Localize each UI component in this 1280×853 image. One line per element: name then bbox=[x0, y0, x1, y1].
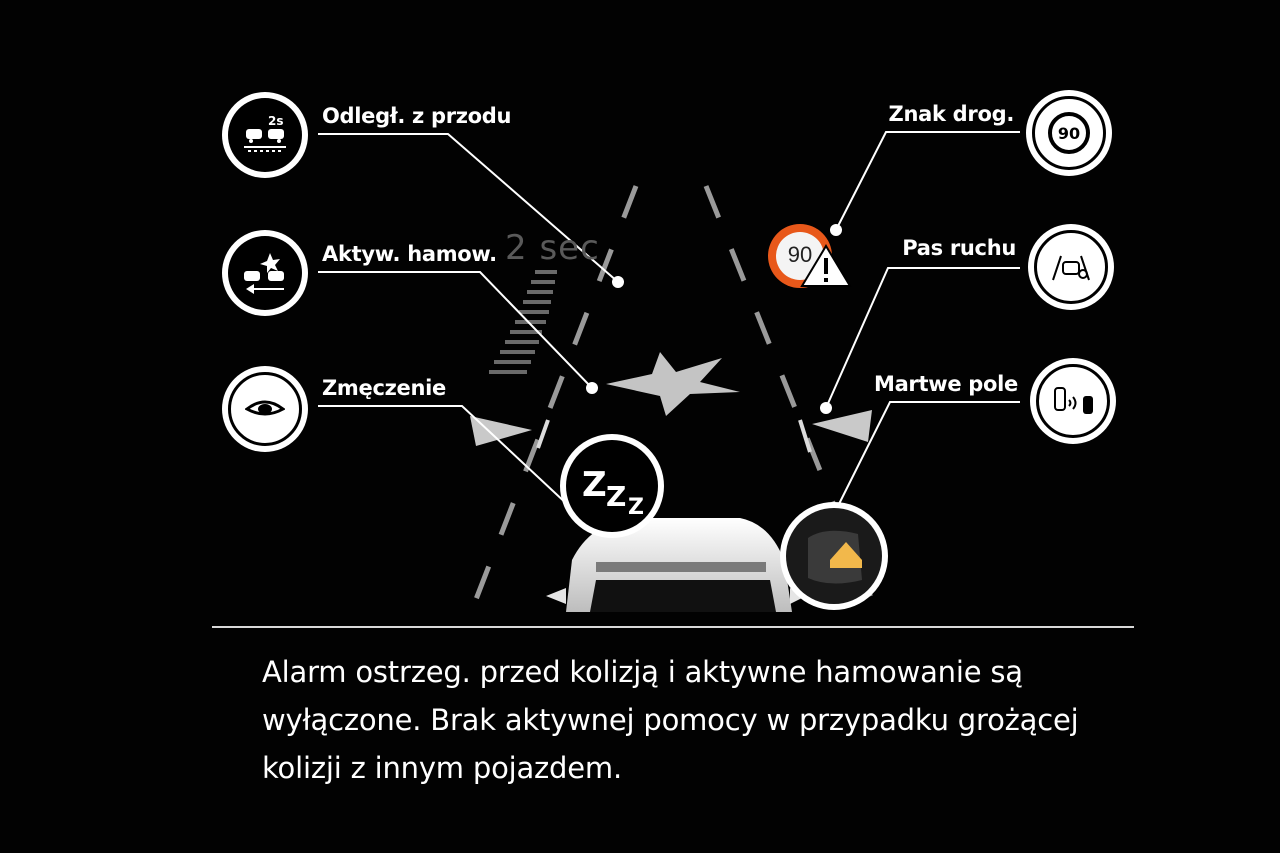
lane-assist-icon bbox=[1047, 250, 1095, 284]
fatigue-label: Zmęczenie bbox=[322, 376, 446, 400]
active-braking-icon bbox=[240, 251, 290, 295]
divider bbox=[212, 626, 1134, 628]
blindspot-button[interactable] bbox=[1030, 358, 1116, 444]
sign-button[interactable] bbox=[1026, 90, 1112, 176]
distance-label: Odległ. z przodu bbox=[322, 104, 512, 128]
blindspot-label: Martwe pole bbox=[873, 372, 1018, 396]
ego-car bbox=[546, 518, 806, 612]
fatigue-button[interactable] bbox=[222, 366, 308, 452]
collision-star-icon bbox=[606, 352, 740, 416]
right-lane-arrow bbox=[812, 410, 872, 442]
callout-lines bbox=[318, 132, 1020, 520]
svg-text:Z: Z bbox=[628, 495, 644, 520]
blind-spot-icon bbox=[1049, 384, 1097, 418]
distance-button[interactable] bbox=[222, 92, 308, 178]
blind-spot-mirror bbox=[780, 502, 888, 610]
scene-sign-value: 90 bbox=[787, 242, 813, 267]
fatigue-bubble bbox=[560, 434, 664, 538]
braking-button[interactable] bbox=[222, 230, 308, 316]
svg-text:Z: Z bbox=[606, 480, 627, 513]
following-distance-icon bbox=[240, 113, 290, 157]
eye-icon bbox=[245, 397, 285, 421]
distance-bars bbox=[489, 270, 557, 374]
braking-label: Aktyw. hamow. bbox=[322, 242, 497, 266]
sign-label: Znak drog. bbox=[888, 102, 1014, 126]
lane-button[interactable] bbox=[1028, 224, 1114, 310]
lane-label: Pas ruchu bbox=[902, 236, 1016, 260]
distance-seconds-text: 2 sec bbox=[505, 228, 600, 268]
speed-limit-value: 90 bbox=[1057, 124, 1081, 143]
distance-badge: 2s bbox=[268, 114, 284, 128]
warning-message: Alarm ostrzeg. przed kolizją i aktywne hamowanie są wyłączone. Brak aktywnej pomocy w przypadku grożącej kolizji z innym pojazdem. bbox=[262, 655, 1079, 785]
speed-limit-icon bbox=[1047, 111, 1091, 155]
svg-text:Z: Z bbox=[582, 465, 607, 505]
